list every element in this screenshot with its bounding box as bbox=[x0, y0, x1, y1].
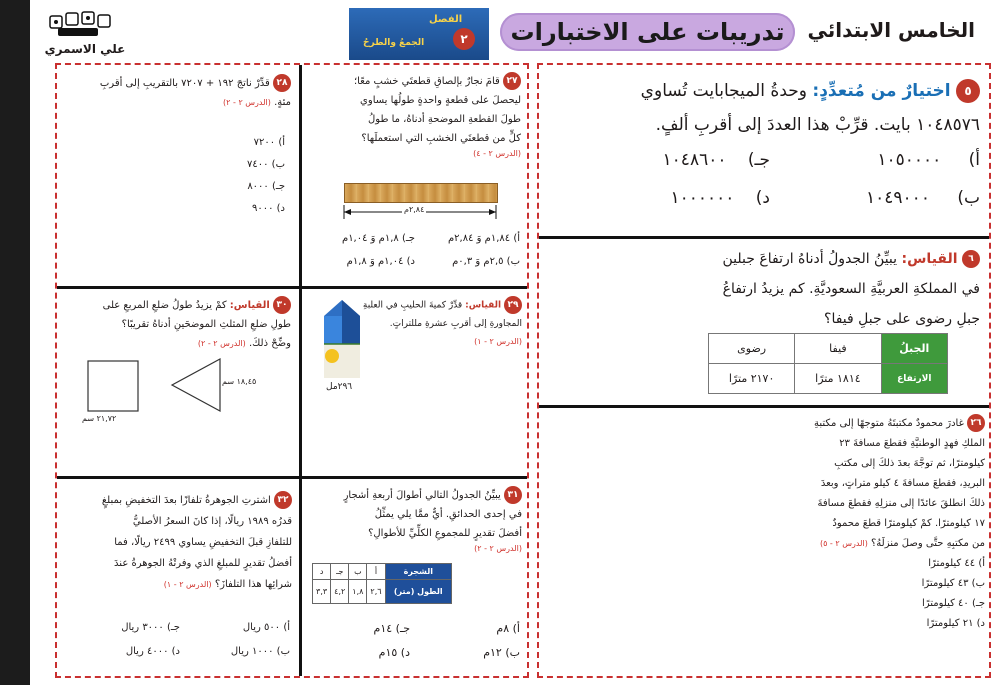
question-6 bbox=[560, 244, 980, 334]
q12-table-header-label: الشجرة bbox=[385, 564, 451, 580]
question-11 bbox=[66, 296, 291, 353]
q8-line-3: طولَ القطعةِ الموضحةِ أدناهُ، ما طولُ bbox=[368, 114, 521, 125]
chapter-name: الجمعُ والطرحُ bbox=[363, 38, 425, 48]
question-10 bbox=[362, 296, 522, 351]
q8-line-1: ٢٧ قامَ نجارٌ بإلصاقِ قطعتَي خشبٍ معًا؛ bbox=[306, 72, 521, 91]
q7-line-7: من مكتبِهِ حتَّى وصلَ منزلَهُ؟ (الدرس ٢ - ٥) bbox=[819, 538, 985, 549]
q12-table-row-label: الطول (متر) bbox=[385, 580, 451, 604]
q13-line-1: ٣٢ اشترتِ الجوهرةُ تلفازًا بعدَ التخفيضِ بمبلغٍ bbox=[64, 490, 292, 511]
q13-line-2: قدرُه ١٩٨٩ ريالًا، إذا كانَ السعرُ الأصليُّ bbox=[132, 516, 292, 527]
chapter-badge bbox=[349, 8, 489, 60]
chapter-label: الفصل bbox=[429, 14, 463, 25]
q12-table-h3: جـ bbox=[331, 564, 349, 580]
page-title: تدريبات على الاختبارات bbox=[510, 18, 785, 46]
question-5 bbox=[560, 74, 980, 208]
q10-milk-carton bbox=[318, 298, 366, 380]
q13-option-b[interactable]: ب) ١٠٠٠ ريال bbox=[230, 646, 290, 657]
q5-line-1 bbox=[560, 74, 980, 108]
q12-number: ٣١ bbox=[504, 486, 522, 504]
q11-lesson: (الدرس ٢ - ٢) bbox=[197, 339, 246, 348]
q8-option-c[interactable]: جـ) ١,٨م وَ ١,٠٤م bbox=[341, 233, 415, 244]
q9-option-a[interactable]: أ) ٧٢٠٠ bbox=[253, 137, 285, 148]
q5-label: اختيارٌ من مُتعدِّدٍ: bbox=[812, 81, 951, 101]
q11-number: ٣٠ bbox=[273, 296, 291, 314]
right-divider-1 bbox=[539, 236, 989, 239]
q11-triangle bbox=[172, 359, 220, 411]
q6-text-1: يبيِّنُ الجدولُ أدناهُ ارتفاعَ جبلين bbox=[722, 251, 898, 267]
q5-option-c[interactable]: جـ) ١٠٤٨٦٠٠ bbox=[662, 150, 770, 170]
q6-table-row-col1: ١٨١٤ مترًا bbox=[795, 364, 881, 394]
q7-option-a[interactable]: أ) ٤٤ كيلومترًا bbox=[928, 558, 985, 569]
left-edge-strip bbox=[0, 0, 30, 685]
question-8 bbox=[306, 72, 521, 160]
q11-square-label: ٢١,٧٢ سم bbox=[82, 414, 117, 423]
grid-vertical-divider bbox=[299, 65, 302, 676]
q5-text-2: ١٠٤٨٥٧٦ بايت. قرِّبْ هذا العددَ إلى أقربِ ألفٍ. bbox=[655, 115, 980, 135]
q11-line-1: ٣٠ القياس: كمْ يزيدُ طولُ ضلعِ المربعِ على bbox=[66, 296, 291, 315]
q8-line-4: كلٍّ من قطعتَي الخشبِ التي استعملَها؟ bbox=[361, 133, 521, 144]
logo bbox=[40, 10, 130, 60]
q6-table bbox=[708, 333, 948, 394]
q13-line-3: للتلفازِ قبلَ التخفيضِ يساوي ٢٤٩٩ ريالًا، فما bbox=[114, 537, 292, 548]
q6-table-row-label: الارتفاع bbox=[881, 364, 947, 394]
q7-line-3: كيلومترًا، ثم توجَّهَ بعدَ ذلكَ إلى مكتبِ bbox=[834, 458, 985, 469]
q9-option-d[interactable]: د) ٩٠٠٠ bbox=[251, 203, 285, 214]
q12-option-a[interactable]: أ) ٨م bbox=[496, 622, 520, 635]
q8-line-2: ليحصلَ على قطعةٍ واحدةٍ طولُها يساوي bbox=[360, 95, 521, 106]
q12-table-h4: د bbox=[313, 564, 331, 580]
q12-table-h2: ب bbox=[349, 564, 367, 580]
q7-line-4: البريدِ، فقطعَ مسافةَ ٤ كيلو متراتٍ، وبعدَ bbox=[820, 478, 985, 489]
q12-line-1: ٣١ يبيِّنُ الجدولُ التالي أطوالَ أربعةِ أشجارٍ bbox=[308, 486, 522, 505]
q7-line-5: ذلكَ انطلقَ عائدًا إلى منزلِهِ فقطعَ مسافةَ bbox=[817, 498, 985, 509]
q8-lesson: (الدرس ٢ - ٤) bbox=[473, 149, 521, 158]
q7-line-6: ١٧ كيلومترًا. كمْ كيلومترًا قطعَ محمودٌ bbox=[832, 518, 985, 529]
q13-lesson: (الدرس ٢ - ١) bbox=[163, 580, 212, 589]
q12-table-r4: ٣,٣ bbox=[313, 580, 331, 604]
q5-option-b[interactable]: ب) ١٠٤٩٠٠٠ bbox=[866, 188, 980, 208]
q11-shapes bbox=[80, 355, 280, 420]
q9-line-1: ٢٨ قدِّرْ ناتجَ ١٩٢ + ٧٢٠٧ بالتقريبِ إلى أقربِ bbox=[66, 74, 291, 93]
q6-table-header-col1: فيفا bbox=[795, 334, 881, 364]
question-9 bbox=[66, 74, 291, 112]
q9-option-c[interactable]: جـ) ٨٠٠٠ bbox=[247, 181, 285, 192]
q11-label: القياس: bbox=[229, 300, 270, 311]
q12-table-h1: أ bbox=[367, 564, 385, 580]
q10-lesson: (الدرس ٢ - ١) bbox=[474, 336, 522, 346]
q8-option-b[interactable]: ب) ٢,٥م وَ ٠,٣م bbox=[452, 256, 520, 267]
q6-number: ٦ bbox=[962, 250, 980, 268]
q12-table-r3: ٤,٢ bbox=[331, 580, 349, 604]
grid-horizontal-divider-2 bbox=[57, 476, 527, 479]
q13-option-d[interactable]: د) ٤٠٠٠ ريال bbox=[125, 646, 180, 657]
q7-line-2: الملكِ فهدٍ الوطنيَّةِ فقطعَ مسافةَ ٢٣ bbox=[839, 438, 985, 449]
q7-line-1: ٢٦ غادرَ محمودٌ مكتبتَهُ متوجهًا إلى مكتبةِ bbox=[735, 414, 985, 434]
q7-lesson: (الدرس ٢ - ٥) bbox=[819, 539, 868, 548]
q12-option-d[interactable]: د) ١٥م bbox=[378, 646, 410, 659]
q10-number: ٢٩ bbox=[504, 296, 522, 314]
logo-text: علي الاسمري bbox=[44, 42, 126, 56]
q8-option-d[interactable]: د) ١,٠٤م وَ ١,٨م bbox=[346, 256, 415, 267]
q11-line-2: طولِ ضلعِ المثلثِ الموضحَينِ أدناهُ تقريبًا؟ bbox=[121, 319, 291, 330]
q6-table-header-col2: رضوى bbox=[709, 334, 795, 364]
q8-number: ٢٧ bbox=[503, 72, 521, 90]
q9-lesson: (الدرس ٢ - ٢) bbox=[223, 98, 271, 107]
q5-text-1: وحدةُ الميجابايت تُساوي bbox=[640, 81, 807, 101]
q6-table-header-label: الجبلُ bbox=[881, 334, 947, 364]
q7-number: ٢٦ bbox=[967, 414, 985, 432]
q13-option-a[interactable]: أ) ٥٠٠ ريال bbox=[242, 622, 290, 633]
q8-option-a[interactable]: أ) ١,٨٤م وَ ٢,٨٤م bbox=[447, 233, 520, 244]
q11-triangle-label: ١٨,٤٥ سم bbox=[222, 377, 257, 386]
q11-line-3: وضِّحْ ذلكَ. (الدرس ٢ - ٢) bbox=[197, 338, 291, 349]
q10-line-1: ٢٩ القياس: قدِّرْ كميةَ الحليبِ في العلبةِ bbox=[362, 296, 522, 315]
q6-table-row-col2: ٢١٧٠ مترًا bbox=[709, 364, 795, 394]
q10-line-2: المجاورةِ إلى أقربِ عشرةِ مللتراتٍ. bbox=[389, 318, 522, 329]
q9-option-b[interactable]: ب) ٧٤٠٠ bbox=[247, 159, 285, 170]
q5-option-a[interactable]: أ) ١٠٥٠٠٠٠ bbox=[877, 150, 980, 170]
question-12 bbox=[308, 486, 522, 555]
q13-line-5: شرائِها هذا التلفازَ؟ (الدرس ٢ - ١) bbox=[163, 579, 292, 590]
q5-option-d[interactable]: د) ١٠٠٠٠٠٠ bbox=[670, 188, 770, 208]
q9-options bbox=[200, 132, 285, 220]
q12-table-r1: ٢,٦ bbox=[367, 580, 385, 604]
q10-label: القياس: bbox=[465, 300, 502, 311]
q13-line-4: أفضلُ تقديرٍ للمبلغِ الذي وفرتْهُ الجوهرةُ عندَ bbox=[114, 558, 292, 569]
q6-label: القياس: bbox=[901, 251, 958, 267]
logo-icons bbox=[40, 10, 130, 40]
q12-option-b[interactable]: ب) ١٢م bbox=[483, 646, 520, 659]
q10-volume-label: ٢٩٦مل bbox=[326, 382, 353, 392]
right-divider-2 bbox=[539, 405, 989, 408]
q12-table bbox=[312, 563, 452, 604]
q12-option-c[interactable]: جـ) ١٤م bbox=[373, 622, 410, 635]
q6-text-3: جبلِ رضوى على جبلِ فيفا؟ bbox=[824, 311, 980, 327]
q8-length-label: ٢,٨٤م bbox=[404, 205, 425, 214]
q7-option-d[interactable]: د) ٢١ كيلومترًا bbox=[926, 618, 985, 629]
q6-text-2: في المملكةِ العربيَّةِ السعوديَّةِ. كم يزيدُ ارتفاعُ bbox=[722, 281, 980, 297]
q12-lesson: (الدرس ٢ - ٢) bbox=[474, 544, 522, 553]
q12-table-r2: ١,٨ bbox=[349, 580, 367, 604]
chapter-number: ٢ bbox=[453, 28, 475, 50]
q9-number: ٢٨ bbox=[273, 74, 291, 92]
grid-horizontal-divider-1 bbox=[57, 286, 527, 289]
q7-option-c[interactable]: جـ) ٤٠ كيلومترًا bbox=[921, 598, 985, 609]
q6-line-1 bbox=[560, 244, 980, 274]
q9-line-2: مئةٍ. (الدرس ٢ - ٢) bbox=[223, 97, 291, 108]
q7-option-b[interactable]: ب) ٤٣ كيلومترًا bbox=[921, 578, 985, 589]
question-13 bbox=[64, 490, 292, 595]
grade-label: الخامس الابتدائي bbox=[807, 18, 975, 42]
q8-wood-plank bbox=[344, 183, 498, 203]
q13-option-c[interactable]: جـ) ٣٠٠٠ ريال bbox=[121, 622, 180, 633]
q12-line-3: أفضلَ تقديرٍ للمجموعِ الكلِّيِّ للأطوالِ؟ bbox=[368, 528, 522, 539]
q13-number: ٣٢ bbox=[274, 491, 292, 509]
q11-square bbox=[88, 361, 138, 411]
question-7 bbox=[735, 414, 985, 634]
title-band bbox=[500, 13, 795, 51]
q12-line-2: في إحدى الحدائقِ. أيٌّ ممَّا يلي يمثِّلُ bbox=[374, 509, 522, 520]
q5-number: ٥ bbox=[956, 79, 980, 103]
